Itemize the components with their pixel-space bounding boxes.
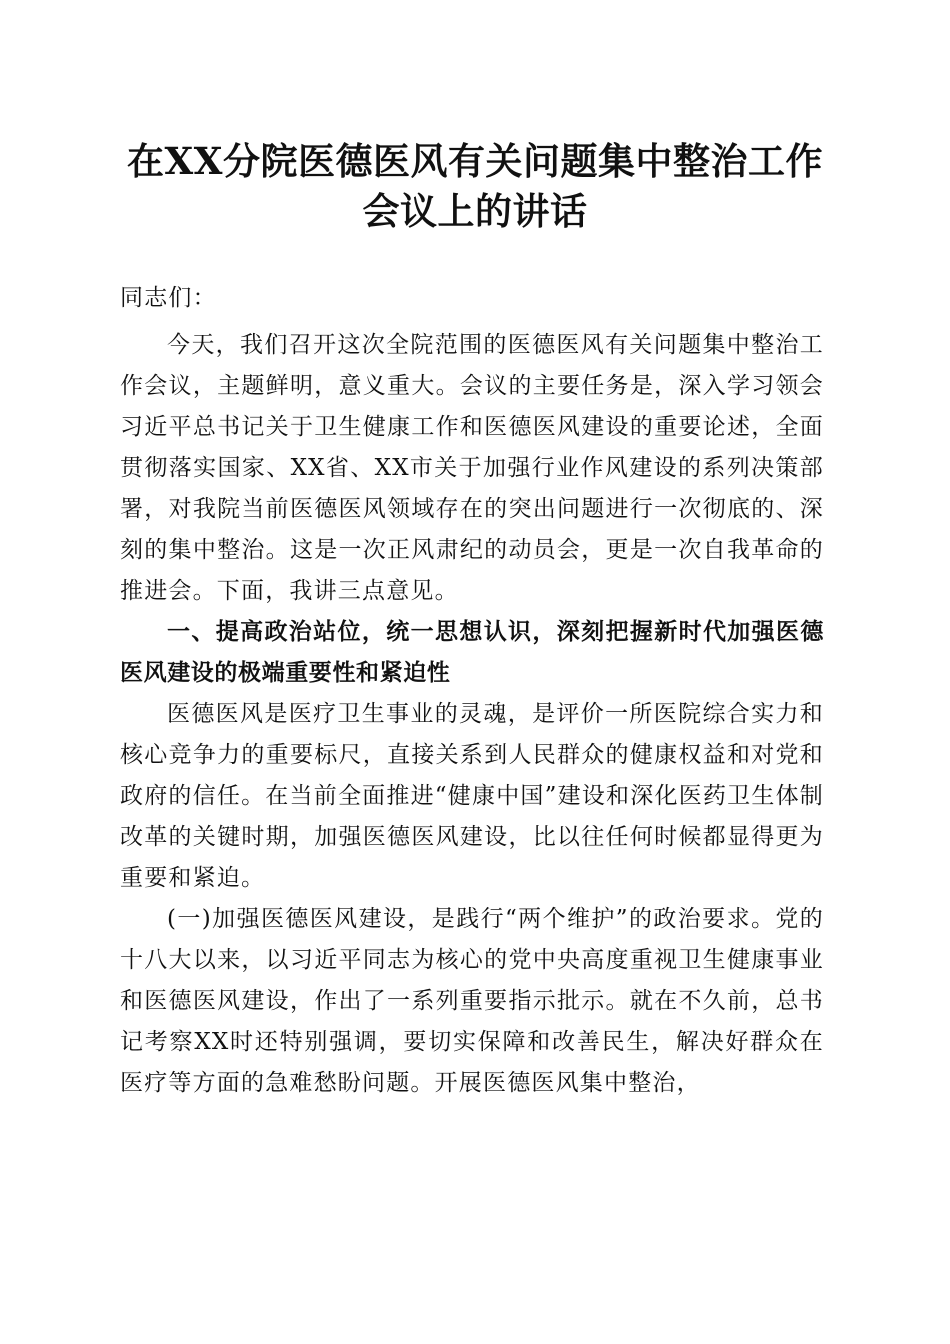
document-title: 在XX分院医德医风有关问题集中整治工作会议上的讲话 (127, 139, 823, 233)
salutation: 同志们： (120, 285, 217, 311)
document-body (120, 278, 824, 1104)
paragraph-subsection-1: (一)加强医德医风建设，是践行“两个维护”的政治要求。党的十八大以来，以习近平同志为核心的党中央高度重视卫生健康事业和医德医风建设，作出了一系列重要指示批示。就在不久前，总书记考察XX时还特别强调，要切实保障和改善民生，解决好群众在医疗等方面的急难愁盼问题。开展医德医风集中整治， (120, 906, 824, 1096)
section-heading-1: 一、提高政治站位，统一思想认识，深刻把握新时代加强医德医风建设的极端重要性和紧迫性 (120, 619, 824, 686)
paragraph-opening: 今天，我们召开这次全院范围的医德医风有关问题集中整治工作会议，主题鲜明，意义重大。会议的主要任务是，深入学习领会习近平总书记关于卫生健康工作和医德医风建设的重要论述，全面贯彻落实国家、XX省、XX市关于加强行业作风建设的系列决策部署，对我院当前医德医风领域存在的突出问题进行一次彻底的、深刻的集中整治。这是一次正风肃纪的动员会，更是一次自我革命的推进会。下面，我讲三点意见。 (120, 332, 824, 604)
paragraph-section-1-intro: 医德医风是医疗卫生事业的灵魂，是评价一所医院综合实力和核心竞争力的重要标尺，直接关系到人民群众的健康权益和对党和政府的信任。在当前全面推进“健康中国”建设和深化医药卫生体制改革的关键时期，加强医德医风建设，比以往任何时候都显得更为重要和紧迫。 (120, 701, 824, 891)
